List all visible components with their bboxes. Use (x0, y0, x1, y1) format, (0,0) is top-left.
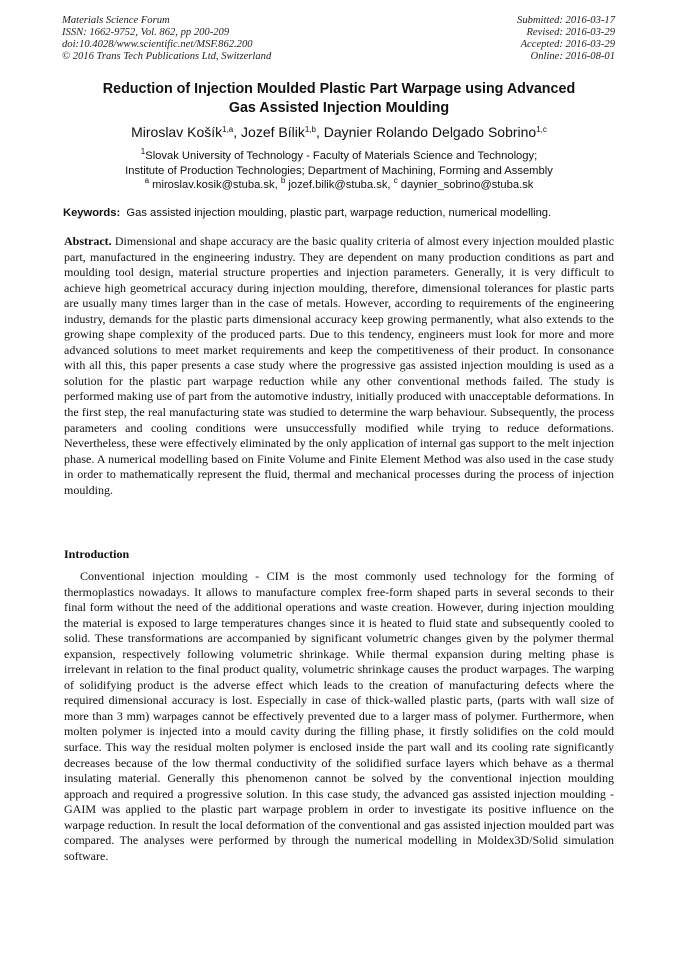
author-affiliation-mark: 1,b (304, 125, 316, 134)
author-list (40, 123, 638, 141)
journal-name: Materials Science Forum (62, 15, 170, 26)
author-name: Miroslav Košík (131, 124, 223, 140)
author-name: Jozef Bílik (241, 124, 305, 140)
introduction-paragraph: Conventional injection moulding - CIM is the most commonly used technology for the forming of thermoplastics nowadays. It allows to manufacture complex free-form shaped parts in several seconds to their final form without the need of the additional operations and waste creation. However, during injection moulding the material is exposed to large temperatures changes since it is heated to fluid state and subsequently cooled to solid. These transformations are accompanied by significant volumetric changes given by the polymer thermal expansion, respectively following volumetric shrinkage. While thermal expansion during melting phase is irrelevant in relation to the final product quality, volumetric shrinkage causes the product warpages. The warping of solidifying product is the adverse effect which leads to the creation of manufacturing defects where the required dimensional accuracy is lost. Especially in case of thick-walled plastic parts, (parts with wall size of more than 3 mm) warpages cannot be effectively prevented due to a larger mass of polymer. Furthermore, when molten polymer is injected into a mould cavity during the filling phase, it firstly solidifies on the cold mould surface. This way the residual molten polymer is enclosed inside the part wall and its cooling rate significantly decreases because of the low thermal conductivity of the solidified surface layers which behave as a thermal insulating material. Generally this phenomenon cannot be solved by the conventional injection moulding approach and required a progressive solution. In this case study, the advanced gas assisted injection moulding - GAIM was applied to the plastic part warpage problem in order to investigate its positive influence on the warpage reduction. In result the local deformation of the conventional and gas assisted injection moulded part was compared. The analyses were performed by through the numerical modelling in Moldex3D/Solid simulation software. (64, 569, 614, 863)
section-heading-introduction: Introduction (64, 547, 130, 561)
affiliation-mark: 1 (140, 147, 146, 156)
keywords-line (63, 206, 623, 220)
email-separator: , (387, 179, 394, 191)
affiliation-block (40, 149, 638, 193)
abstract-text: Dimensional and shape accuracy are the basic quality criteria of almost every injection moulded plastic part, manufactured in the engineering industry. They are dependent on many production conditions as part and moulding tool design, material structure properties and injection parameters. Generally, it is very difficult to achieve high geometrical accuracy during injection moulding, therefore, dimensional tolerances for plastic parts are usually many times larger than in the case of metals. However, according to requirements of the engineering industry, demands for the plastic parts dimensional accuracy keep growing permanently, what also extends to the growing shape complexity of the produced parts. Due to this tendency, engineers must look for more and more advanced solutions to meet market requirements and keep the competitiveness of their product. In consonance with all this, this paper presents a case study where the progressive gas assisted injection moulding is used as a solution for the plastic part warpage reduction while any other conventional methods failed. The study is performed making use of part from the automotive industry, initially produced with unacceptable deformations. In the first step, the real manufacturing state was studied to determine the warp behaviour. Subsequently, the process parameters and cooling conditions were unsuccessfully modified while trying to reduce deformations. Nevertheless, these were effectively eliminated by the only application of internal gas support to the melt injection phase. A numerical modelling based on Finite Volume and Finite Element Method was also used in the case study in order to mathematically represent the fluid, thermal and mechanical processes during the process of injection moulding. (64, 234, 614, 497)
abstract-paragraph (64, 234, 614, 498)
keywords-text: Gas assisted injection moulding, plastic part, warpage reduction, numerical modelling. (126, 207, 552, 219)
author-name: Daynier Rolando Delgado Sobrino (323, 124, 537, 140)
author-email[interactable]: jozef.bilik@stuba.sk (288, 179, 388, 191)
journal-doi[interactable]: doi:10.4028/www.scientific.net/MSF.862.200 (62, 39, 253, 50)
affiliation-university: Slovak University of Technology - Faculty of Materials Science and Technology; (145, 150, 538, 162)
author-email[interactable]: miroslav.kosik@stuba.sk (152, 179, 275, 191)
email-mark: a (144, 176, 150, 185)
email-mark: b (280, 176, 286, 185)
date-online: Online: 2016-08-01 (530, 51, 615, 62)
paper-title (50, 80, 628, 118)
title-line-1: Reduction of Injection Moulded Plastic Part Warpage using Advanced (102, 81, 576, 97)
email-mark: c (393, 176, 398, 185)
publication-dates (517, 15, 615, 63)
date-submitted: Submitted: 2016-03-17 (517, 15, 615, 26)
author-affiliation-mark: 1,c (536, 125, 547, 134)
date-accepted: Accepted: 2016-03-29 (520, 39, 615, 50)
author-emails (40, 178, 638, 193)
date-revised: Revised: 2016-03-29 (526, 27, 615, 38)
abstract-label: Abstract. (64, 234, 112, 248)
journal-info (62, 15, 271, 63)
author-separator: , (315, 124, 324, 140)
title-line-2: Gas Assisted Injection Moulding (228, 100, 450, 116)
affiliation-line-2: Institute of Production Technologies; Department of Machining, Forming and Assembly (125, 164, 553, 177)
keywords-label: Keywords: (63, 207, 121, 219)
journal-copyright: © 2016 Trans Tech Publications Ltd, Switzerland (62, 51, 272, 62)
author-affiliation-mark: 1,a (222, 125, 234, 134)
affiliation-line-1 (40, 149, 638, 164)
author-separator: , (233, 124, 242, 140)
journal-issn: ISSN: 1662-9752, Vol. 862, pp 200-209 (62, 27, 230, 38)
email-separator: , (274, 179, 281, 191)
author-email[interactable]: daynier_sobrino@stuba.sk (400, 179, 534, 191)
